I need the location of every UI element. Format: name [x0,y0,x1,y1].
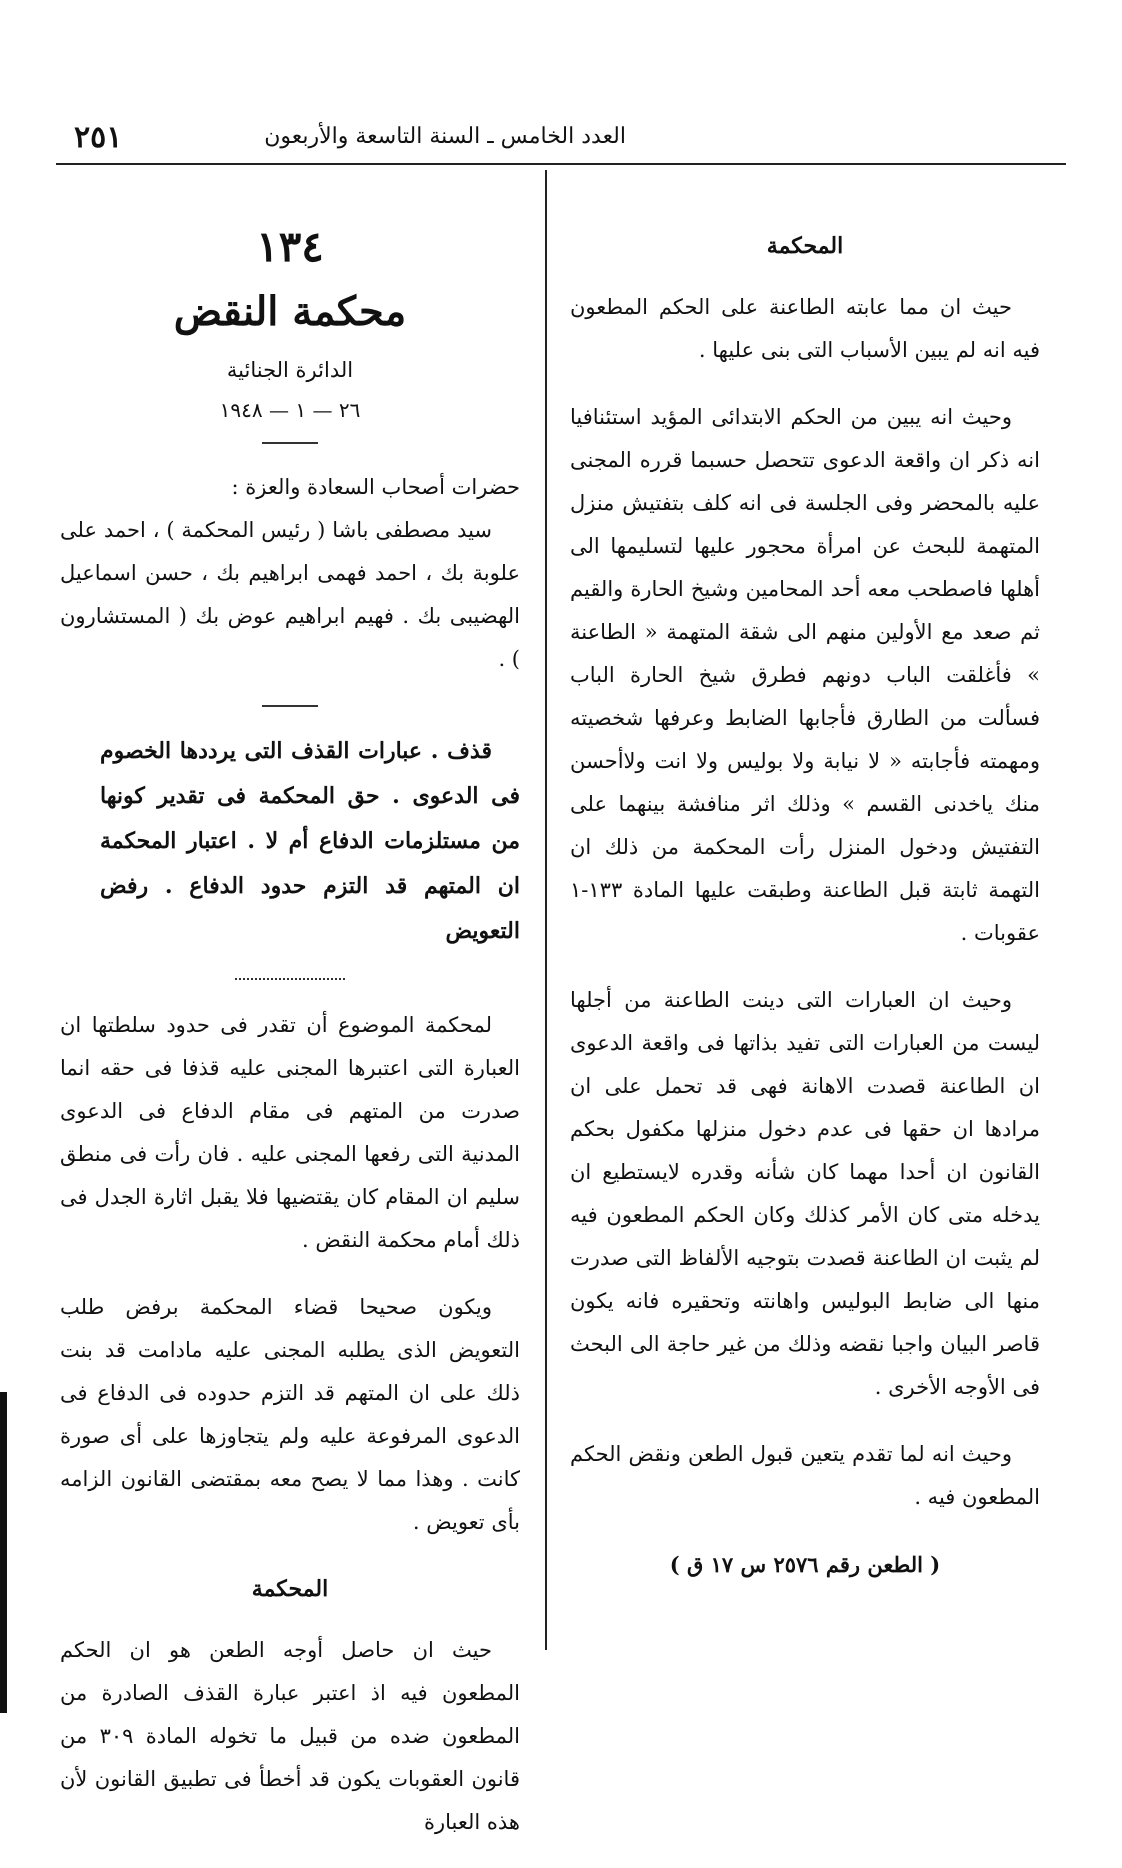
header-rule [56,163,1066,165]
page-number: ٢٥١ [74,120,123,155]
summary-paragraph: لمحكمة الموضوع أن تقدر فى حدود سلطتها ان العبارة التى اعتبرها المجنى عليه قذفا فى حقه انما صدرت من المتهم فى مقام الدفاع فى الدعوى المدنية التى رفعها المجنى عليه . فان رأت فى منطق سليم ان المقام كان يقتضيها فلا يقبل اثارة الجدل فى ذلك أمام محكمة النقض . [60,1013,520,1252]
paragraph: حيث ان مما عابته الطاعنة على الحكم المطعون فيه انه لم يبين الأسباب التى بنى عليها . [570,295,1040,362]
dotted-rule [235,978,345,980]
panel-intro: حضرات أصحاب السعادة والعزة : [231,475,520,499]
case-number: ١٣٤ [256,222,324,271]
running-title: العدد الخامس ـ السنة التاسعة والأربعون [264,124,626,149]
panel-members: سيد مصطفى باشا ( رئيس المحكمة ) ، احمد على علوبة بك ، احمد فهمى ابراهيم بك ، حسن اسماعيل الهضيبى بك . فهيم ابراهيم عوض بك ( المستشارون ) . [60,518,520,671]
column-divider [545,170,547,1650]
headnote: قذف . عبارات القذف التى يرددها الخصوم فى الدعوى . حق المحكمة فى تقدير كونها من مستلزمات الدفاع أم لا . اعتبار المحكمة ان المتهم قد التزم حدود الدفاع . رفض التعويض [100,738,520,944]
right-column [570,225,1040,1610]
chamber-name: الدائرة الجنائية [226,358,354,382]
court-paragraph: حيث ان حاصل أوجه الطعن هو ان الحكم المطعون فيه اذ اعتبر عبارة القذف الصادرة من المطعون ضده من قبيل ما تخوله المادة ٣٠٩ من قانون العقوبات يكون قد أخطأ فى تطبيق القانون لأن هذه العبارة [60,1638,520,1834]
court-name: محكمة النقض [173,288,407,335]
paragraph: وحيث انه يبين من الحكم الابتدائى المؤيد استئنافيا انه ذكر ان واقعة الدعوى تتحصل حسبما قرره المجنى عليه بالمحضر وفى الجلسة فى انه كلف بتفتيش منزل المتهمة للبحث عن امرأة محجور عليها لتسليمها الى أهلها فاصطحب معه أحد المحامين وشيخ الحارة والقيم ثم صعد مع الأولين منهم الى شقة المتهمة « الطاعنة » فأغلقت الباب دونهم فطرق شيخ الحارة الباب فسألت من الطارق فأجابها الضابط وعرفها شخصيته ومهمته فأجابته « لا نيابة ولا بوليس ولا انت ولاأحسن منك ياخدنى القسم » وذلك اثر منافشة بينهما على التفتيش ودخول المنزل رأت المحكمة من ذلك ان التهمة ثابتة قبل الطاعنة وطبقت عليها المادة ١٣٣-١ عقوبات . [570,405,1040,945]
paragraph: وحيث انه لما تقدم يتعين قبول الطعن ونقض الحكم المطعون فيه . [570,1442,1040,1509]
section-heading: المحكمة [251,1576,329,1602]
judgment-date: ٢٦ — ١ — ١٩٤٨ [219,398,361,422]
left-column [60,220,520,1868]
scan-edge-mark [0,1392,7,1713]
summary-paragraph: ويكون صحيحا قضاء المحكمة برفض طلب التعويض الذى يطلبه المجنى عليه مادامت قد بنت ذلك على ان المتهم قد التزم حدوده فى الدفاع فى الدعوى المرفوعة عليه ولم يتجاوزها على أى صورة كانت . وهذا مما لا يصح معه بمقتضى القانون الزامه بأى تعويض . [60,1295,520,1534]
case-reference: ( الطعن رقم ٢٥٧٦ س ١٧ ق ) [669,1552,941,1577]
short-rule [262,705,318,707]
short-rule [262,442,318,444]
page-header [56,112,1066,155]
section-heading: المحكمة [766,233,844,259]
paragraph: وحيث ان العبارات التى دينت الطاعنة من أجلها ليست من العبارات التى تفيد بذاتها فى واقعة الدعوى ان الطاعنة قصدت الاهانة فهى قد تحمل على ان مرادها ان حقها فى عدم دخول منزلها مكفول بحكم القانون ان أحدا مهما كان شأنه وقدره لايستطيع ان يدخله متى كان الأمر كذلك وكان الحكم المطعون فيه لم يثبت ان الطاعنة قصدت بتوجيه الألفاظ التى صدرت منها الى ضابط البوليس واهانته وتحقيره فانه يكون قاصر البيان واجبا نقضه وذلك من غير حاجة الى البحث فى الأوجه الأخرى . [570,988,1040,1399]
